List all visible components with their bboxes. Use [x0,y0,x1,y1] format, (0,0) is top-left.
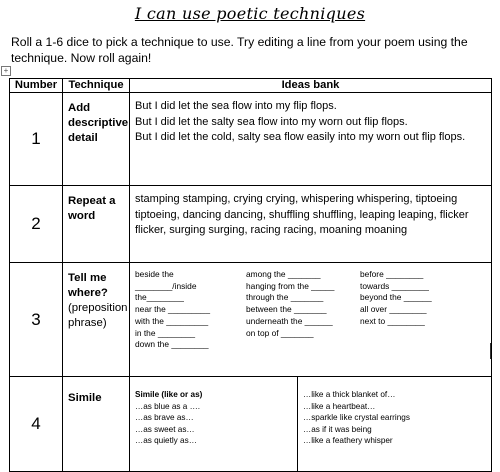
row-number: 1 [10,93,63,186]
simile-item: …sparkle like crystal earrings [303,413,410,423]
table-row [10,93,492,186]
idea-line: But I did let the sea flow into my flip flops. [135,100,337,112]
ideas-cell[interactable] [130,186,492,263]
header-technique: Technique [63,79,130,93]
simile-item: …like a thick blanket of… [303,390,396,399]
preposition-item: near the _________ [135,304,210,315]
ideas-cell[interactable] [130,263,492,377]
preposition-item: hanging from the _____ [246,280,335,291]
preposition-item: underneath the ______ [246,315,333,326]
table-move-handle-icon[interactable]: + [1,66,11,76]
idea-line: But I did let the cold, salty sea flow easily into my worn out flip flops. [135,131,466,143]
preposition-column [246,269,334,339]
techniques-table [9,78,492,472]
table-row [10,377,492,472]
simile-item: …as sweet as… [135,424,195,434]
simile-item: …like a feathery whisper [303,436,393,446]
preposition-item: beside the [135,269,174,279]
idea-text: stamping stamping, crying crying, whispering whispering, tiptoeing tiptoeing, dancing dancing, shuffling shuffling, leaping leaping, flicker flicker, surging surging, racing racing, moaning moaning [135,193,469,236]
ideas-cell[interactable] [130,377,492,472]
preposition-item: through the _______ [246,292,324,303]
preposition-column [135,269,210,351]
row-number: 4 [10,377,63,472]
table-header-row [10,79,492,93]
technique-name: Simile [63,377,130,472]
preposition-item: among the _______ [246,269,321,279]
text-cursor [490,343,491,359]
simile-item: …as if it was being [303,424,372,434]
preposition-column [360,269,432,328]
preposition-item: before ________ [360,269,424,279]
ideas-cell[interactable] [130,93,492,186]
table-row [10,263,492,377]
technique-name: Repeat a word [63,186,130,263]
preposition-item: with the _________ [135,315,209,326]
instructions: Roll a 1-6 dice to pick a technique to use. Try editing a line from your poem using the technique. Now roll again! [11,35,468,65]
preposition-item: beyond the ______ [360,292,432,303]
preposition-item: next to ________ [360,315,425,326]
simile-columns [130,377,491,471]
preposition-item: on top of _______ [246,327,314,338]
preposition-item: between the _______ [246,304,327,315]
technique-note: (preposition phrase) [68,302,128,329]
technique-cell [63,263,130,377]
technique-name: Add descriptive detail [63,93,130,186]
idea-line: But I did let the salty sea flow into my worn out flip flops. [135,115,408,128]
preposition-item: ________/inside [135,280,197,291]
header-number: Number [10,79,63,93]
simile-item: …as quietly as… [135,436,197,446]
simile-item: …as blue as a …. [135,401,201,411]
preposition-item: in the ________ [135,327,196,338]
preposition-item: down the ________ [135,339,209,350]
header-ideas-bank: Ideas bank [130,79,492,93]
row-number: 2 [10,186,63,263]
preposition-item: the________ [135,292,184,303]
simile-column-right [298,377,491,471]
table-row [10,186,492,263]
simile-item: …like a heartbeat… [303,401,376,411]
simile-column-left [130,377,298,471]
simile-item: …as brave as… [135,413,194,423]
preposition-item: all over ________ [360,304,427,315]
technique-name: Tell me where? [68,272,108,299]
simile-heading: Simile (like or as) [135,390,203,399]
preposition-item: towards ________ [360,280,429,291]
page-title: I can use poetic techniques [134,4,366,23]
row-number: 3 [10,263,63,377]
